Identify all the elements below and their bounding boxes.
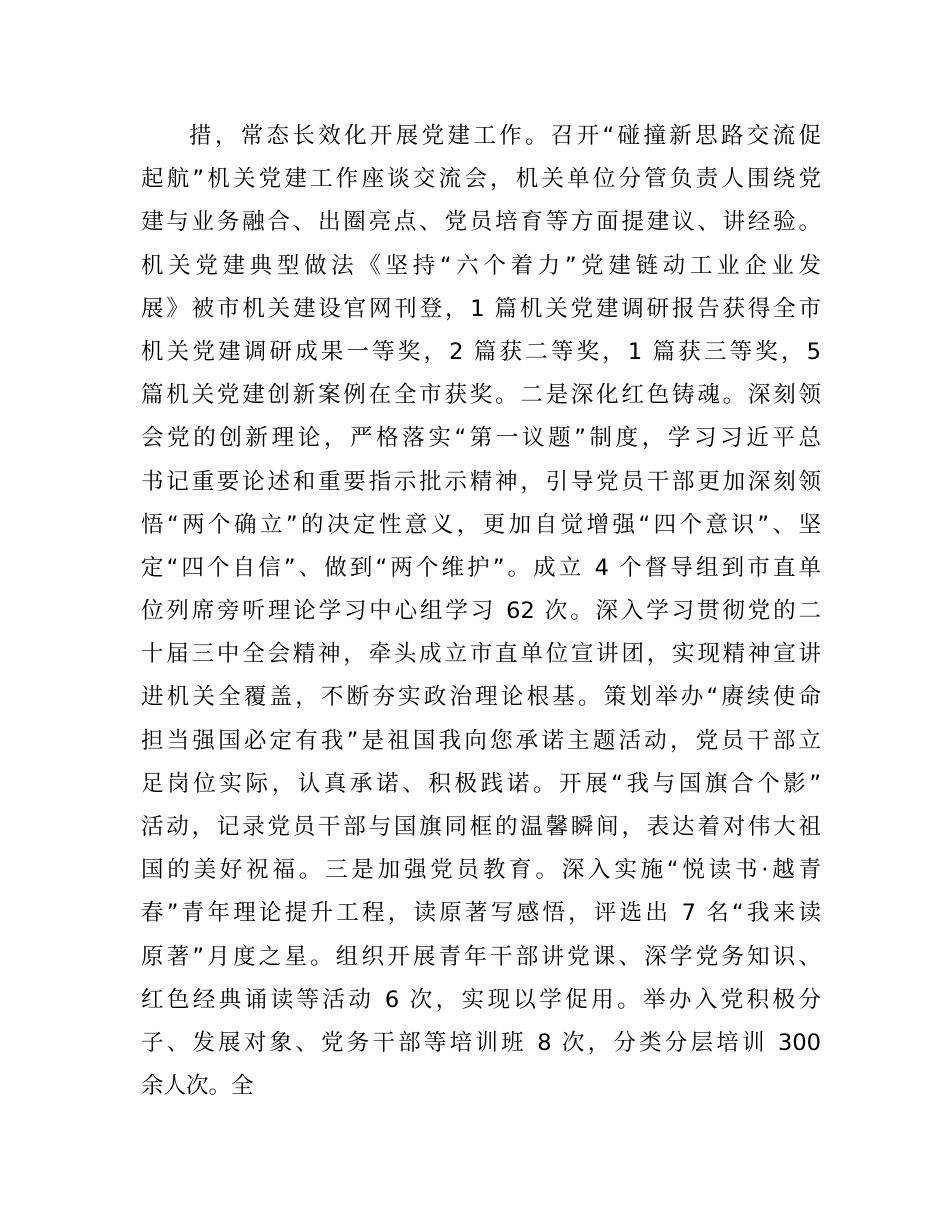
paragraph-line: 足岗位实际，认真承诺、积极践诺。开展“我与国旗合个影” xyxy=(141,770,821,797)
paragraph-line: 悟“两个确立”的决定性意义，更加自觉增强“四个意识”、坚 xyxy=(141,511,821,538)
paragraph-line: 定“四个自信”、做到“两个维护”。成立 4 个督导组到市直单 xyxy=(141,554,821,581)
paragraph-line: 红色经典诵读等活动 6 次，实现以学促用。举办入党积极分 xyxy=(141,986,821,1013)
paragraph-line: 会党的创新理论，严格落实“第一议题”制度，学习习近平总 xyxy=(141,425,821,452)
paragraph-line: 展》被市机关建设官网刊登，1 篇机关党建调研报告获得全市 xyxy=(141,295,821,322)
body-paragraph xyxy=(141,115,821,1108)
paragraph-line: 原著”月度之星。组织开展青年干部讲党课、深学党务知识、 xyxy=(141,943,821,970)
paragraph-line: 子、发展对象、党务干部等培训班 8 次，分类分层培训 300 xyxy=(141,1029,821,1056)
paragraph-line: 活动，记录党员干部与国旗同框的温馨瞬间，表达着对伟大祖 xyxy=(141,814,821,840)
paragraph-line: 措，常态长效化开展党建工作。召开“碰撞新思路交流促 xyxy=(189,123,821,149)
paragraph-line: 机关党建典型做法《坚持“六个着力”党建链动工业企业发 xyxy=(141,252,821,279)
paragraph-line: 书记重要论述和重要指示批示精神，引导党员干部更加深刻领 xyxy=(141,468,821,495)
paragraph-line: 担当强国必定有我”是祖国我向您承诺主题活动，党员干部立 xyxy=(141,727,821,754)
paragraph-line: 位列席旁听理论学习中心组学习 62 次。深入学习贯彻党的二 xyxy=(141,598,821,625)
paragraph-line: 进机关全覆盖，不断夯实政治理论根基。策划举办“赓续使命 xyxy=(141,684,821,711)
paragraph-line: 机关党建调研成果一等奖，2 篇获二等奖，1 篇获三等奖，5 xyxy=(141,338,821,365)
paragraph-line: 十届三中全会精神，牵头成立市直单位宣讲团，实现精神宣讲 xyxy=(141,641,821,668)
paragraph-line: 国的美好祝福。三是加强党员教育。深入实施“悦读书·越青 xyxy=(141,857,821,884)
paragraph-line: 起航”机关党建工作座谈交流会，机关单位分管负责人围绕党 xyxy=(141,166,821,193)
paragraph-line: 篇机关党建创新案例在全市获奖。二是深化红色铸魂。深刻领 xyxy=(141,382,821,409)
paragraph-line: 余人次。全 xyxy=(141,1073,254,1100)
paragraph-line: 春”青年理论提升工程，读原著写感悟，评选出 7 名“我来读 xyxy=(141,900,821,927)
paragraph-line: 建与业务融合、出圈亮点、党员培育等方面提建议、讲经验。 xyxy=(141,209,821,236)
